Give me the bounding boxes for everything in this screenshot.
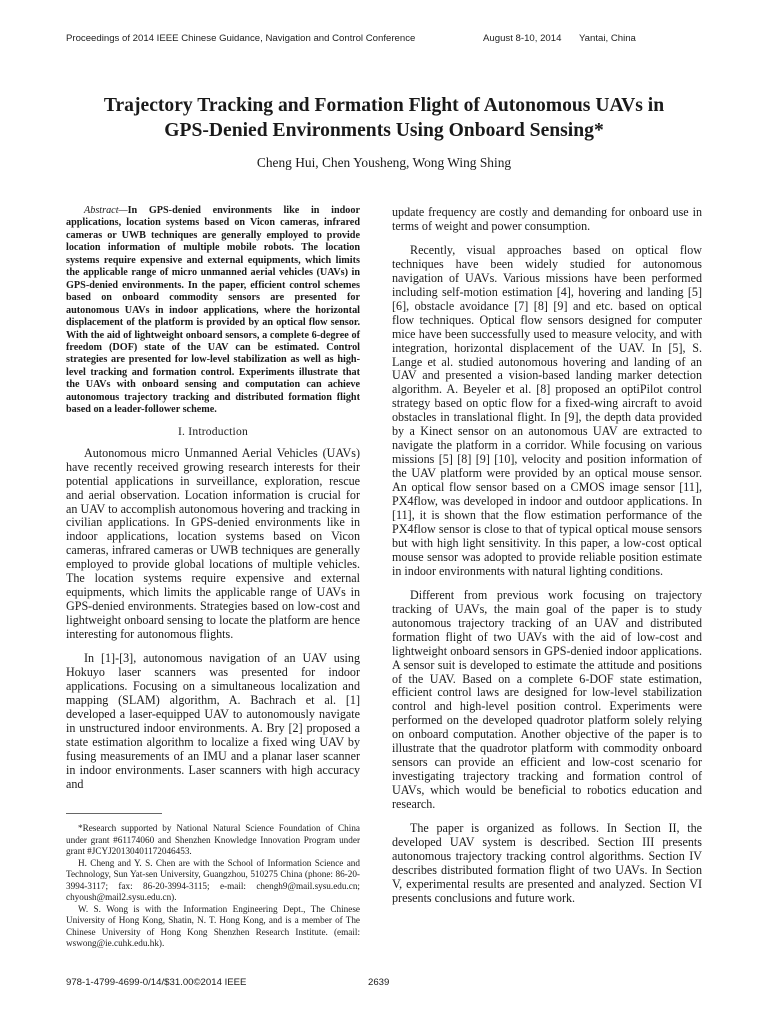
abstract-text: In GPS-denied environments like in indoor applications, location systems based on Vicon cameras, infrared cameras or UWB techniques are generally employed to provide location information of multiple mobile robots. The location systems require expensive and external equipments, which limits the applicable range of micro unmanned aerial vehicles (UAVs) in GPS-denied environments. In the paper, efficient control schemes based on onboard commodity sensors are presented for autonomous UAVs in indoor applications, where the horizontal displacement of the platform is provided by an optical flow sensor. With the aid of lightweight onboard sensors, a complete 6-degree of freedom (DOF) state of the UAV can be estimated. Control strategies are presented for low-level stabilization as well as high-level tracking and formation control. Experiments illustrate that the UAVs with onboard sensing and computation can achieve autonomous trajectory tracking and distributed formation flight based on a leader-follower scheme.: [66, 205, 360, 416]
abstract-label: Abstract: [84, 205, 119, 216]
right-column: [392, 206, 702, 906]
left-column: [66, 205, 360, 792]
title-line-2: GPS-Denied Environments Using Onboard Sensing*: [164, 120, 604, 141]
author-list: Cheng Hui, Chen Yousheng, Wong Wing Shing: [256, 155, 512, 170]
right-paragraph-1: update frequency are costly and demanding for onboard use in terms of weight and power consumption.: [392, 205, 702, 233]
conference-name: Proceedings of 2014 IEEE Chinese Guidance, Navigation and Control Conference: [66, 33, 416, 44]
copyright-isbn: 978-1-4799-4699-0/14/$31.00©2014 IEEE: [66, 977, 247, 988]
page-number: 2639: [368, 977, 390, 988]
page-footer: [66, 976, 702, 990]
conference-location: Yantai, China: [579, 33, 636, 44]
conference-date: August 8-10, 2014: [483, 33, 562, 44]
footnote-affiliation-1: H. Cheng and Y. S. Chen are with the School of Information Science and Technology, Sun Yat-sen University, Guangzhou, 510275 China (phone: 86-20-3994-3117; fax: 86-20-3994-3115; e-mail: chengh9@mail.sysu.edu.cn; chyoush@mail2.sysu.edu.cn).: [66, 857, 360, 902]
running-header: [66, 32, 646, 46]
intro-paragraph-1: Autonomous micro Unmanned Aerial Vehicles (UAVs) have recently received growing research interests for their potential applications in surveillance, exploration, rescue and aerial observation. Location information is crucial for an UAV to accomplish autonomous hovering and tracking in civilian applications. In GPS-denied environments like in indoor applications, location systems based on Vicon cameras, infrared cameras or UWB techniques are generally employed to provide global locations of multiple vehicles. The location systems require expensive and external equipments, which limits the applicable range of UAVs in GPS-denied environments. Strategies based on low-cost and lightweight onboard sensing to locate the platform are hence interesting for autonomous flights.: [66, 445, 360, 642]
title-line-1: Trajectory Tracking and Formation Flight of Autonomous UAVs in: [103, 95, 665, 116]
footnote-funding: *Research supported by National Natural Science Foundation of China under grant #61174060 and Shenzhen Knowledge Innovation Program under grant #JCYJ20130401172046453.: [66, 823, 360, 856]
right-paragraph-3: Different from previous work focusing on trajectory tracking of UAVs, the main goal of the paper is to study autonomous trajectory tracking of an UAV and distributed formation flight of two UAVs with the aid of low-cost and lightweight onboard sensors in GPS-denied indoor applications. A sensor suit is developed to estimate the attitude and positions of the UAV. Based on a complete 6-DOF state estimation, efficient control laws are designed for low-level stabilization control and high-level position control. Experiments were performed on the developed quadrotor platform solely relying on onboard computation. Another objective of the paper is to illustrate that the quadrotor platform with commodity onboard sensors can provide an efficient and low-cost scenario for investigating trajectory tracking and formation control of UAVs, which would be beneficial to robotics education and research.: [392, 587, 702, 812]
footnote-affiliation-2: W. S. Wong is with the Information Engineering Dept., The Chinese University of Hong Kong, Shatin, N. T. Hong Kong, and is a member of The Chinese University of Hong Kong Shenzhen Research Institute. (email: wswong@ie.cuhk.edu.hk).: [66, 903, 360, 948]
intro-paragraph-2: In [1]-[3], autonomous navigation of an UAV using Hokuyo laser scanners was presented for indoor applications. Focusing on a simultaneous localization and mapping (SLAM) algorithm, A. Bachrach et al. [1] developed a laser-equipped UAV to autonomously navigate in unstructured indoor environments. A. Bry [2] proposed a state estimation algorithm to localize a fixed wing UAV by fusing measurements of an IMU and a planar laser scanner in indoor environments. Laser scanners with high accuracy and: [66, 651, 360, 791]
abstract-dash: —: [118, 205, 128, 216]
right-paragraph-4: The paper is organized as follows. In Section II, the developed UAV system is described. Section III presents autonomous trajectory tracking control algorithms. Section IV describes distributed formation flight of two UAVs. In Section V, experimental results are presented and analyzed. Section VI presents conclusions and future work.: [392, 821, 702, 905]
section-heading-introduction: I. Introduction: [178, 424, 248, 438]
paper-title: [66, 93, 702, 143]
right-paragraph-2: Recently, visual approaches based on optical flow techniques have been widely studied for autonomous navigation of UAVs. Various missions have been performed including self-motion estimation [4], hovering and landing [5] [6], obstacle avoidance [7] [8] [9] and etc. based on optical flow techniques. Optical flow sensors designed for computer mice have been successfully used to measure velocity, and with integration, horizontal displacement of the UAV. In [5], S. Lange et al. studied autonomous hovering and landing of an UAV and presented a vision-based landing marker detection algorithm. A. Beyeler et al. [8] proposed an optiPilot control strategy based on optic flow for a fixed-wing aircraft to avoid obstacles in translational flight. In [9], the depth data provided by a Kinect sensor on an autonomous UAV are extracted to navigate the platform in a corridor. While focusing on various missions [5] [8] [9] [10], velocity and position information of the UAV platform were provided by an optical mouse sensor. An optical flow sensor based on a CMOS image sensor [11], PX4flow, was developed in indoor and outdoor applications. In [11], it is shown that the flow estimation performance of the PX4flow sensor is close to that of typical optical mouse sensors but with high light sensitivity. In this paper, a low-cost optical mouse sensor was adopted to provide reliable position estimate in indoor environments with natural lighting conditions.: [392, 242, 702, 578]
footnotes: [66, 823, 360, 950]
abstract: [66, 205, 360, 417]
footnote-divider: [66, 813, 162, 814]
